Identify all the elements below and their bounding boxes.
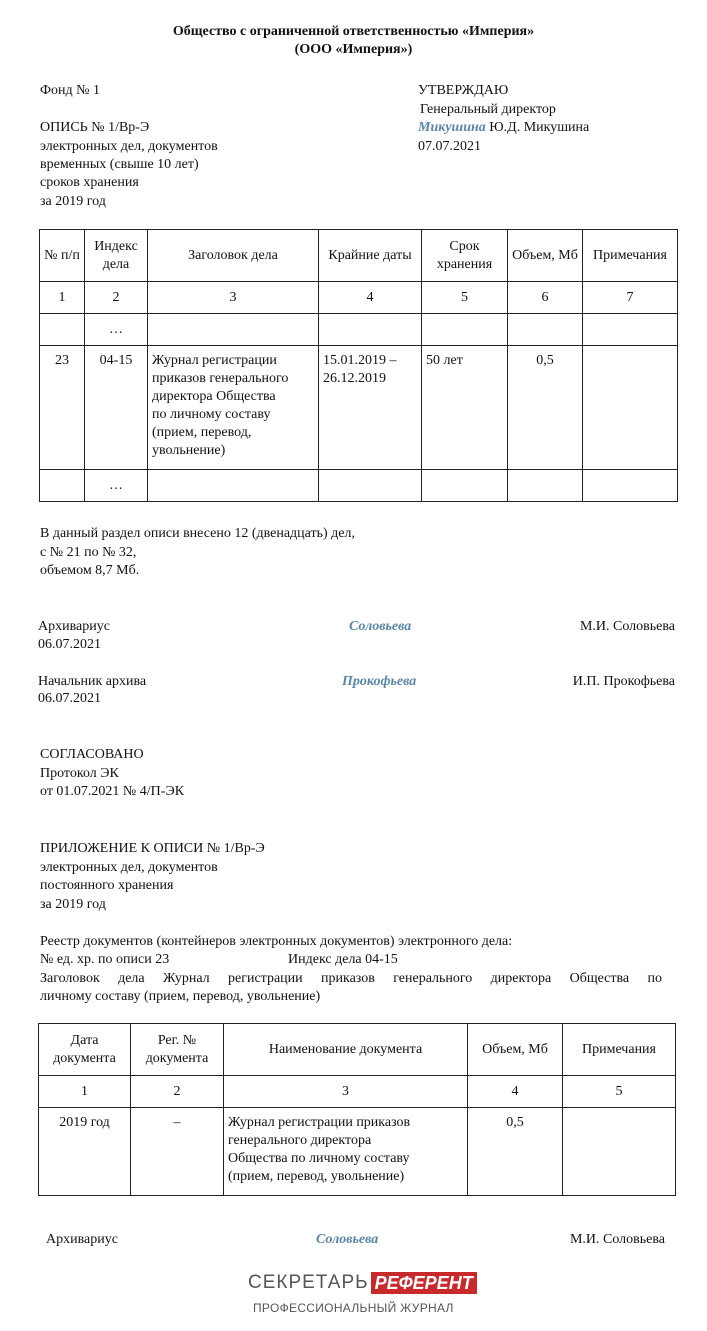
ellipsis-row [40, 314, 678, 346]
case-heading-line-2: личному составу (прием, перевод, увольнение) [40, 989, 321, 1004]
ellipsis: … [85, 314, 148, 346]
summary-line-2: с № 21 по № 32, [40, 545, 137, 560]
inventory-title: ОПИСЬ № 1/Вр-Э [40, 120, 150, 135]
col-header: Наименование документа [224, 1024, 468, 1076]
inventory-desc-2: временных (свыше 10 лет) [40, 157, 199, 172]
col-number: 2 [85, 282, 148, 314]
table-header-row [39, 1024, 676, 1076]
org-short-name: (ООО «Империя») [294, 42, 413, 57]
ellipsis: … [85, 470, 148, 502]
row-volume: 0,5 [508, 346, 583, 470]
appendix-desc-2: постоянного хранения [40, 878, 174, 893]
col-header: Крайние даты [319, 230, 422, 282]
col-header: Рег. № документа [131, 1024, 224, 1076]
appendix-year: за 2019 год [40, 897, 106, 912]
col-header: Срок хранения [422, 230, 508, 282]
org-name: Общество с ограниченной ответственностью «Империя» [172, 24, 535, 39]
col-number: 3 [148, 282, 319, 314]
inventory-year: за 2019 год [40, 194, 106, 209]
approval-signature-line [418, 119, 589, 137]
registry-label: Реестр документов (контейнеров электронных документов) электронного дела: [40, 934, 513, 949]
table-row [39, 1108, 676, 1196]
footer-archivist-name: М.И. Соловьева [569, 1232, 665, 1247]
col-header: Примечания [563, 1024, 676, 1076]
doc-reg-number: – [131, 1108, 224, 1196]
head-signature: Прокофьева [342, 674, 417, 689]
approval-position: Генеральный директор [420, 102, 556, 117]
summary-line-3: объемом 8,7 Мб. [40, 563, 140, 578]
doc-date: 2019 год [39, 1108, 131, 1196]
col-number: 1 [39, 1076, 131, 1108]
row-dates: 15.01.2019 – 26.12.2019 [319, 346, 422, 470]
agreed-line-1: Протокол ЭК [40, 766, 119, 781]
col-number: 5 [422, 282, 508, 314]
registry-table [38, 1023, 676, 1196]
agreed-title: СОГЛАСОВАНО [40, 747, 144, 762]
inventory-table [39, 229, 678, 502]
head-position: Начальник архива [38, 674, 147, 689]
col-number: 1 [40, 282, 85, 314]
inventory-desc-3: сроков хранения [40, 175, 139, 190]
col-header: Дата документа [39, 1024, 131, 1076]
col-header: Объем, Мб [508, 230, 583, 282]
col-number: 2 [131, 1076, 224, 1108]
agreed-line-2: от 01.07.2021 № 4/П-ЭК [40, 784, 185, 799]
appendix-desc-1: электронных дел, документов [40, 860, 218, 875]
row-index: 04-15 [85, 346, 148, 470]
row-term: 50 лет [422, 346, 508, 470]
table-header-row [40, 230, 678, 282]
col-header: Заголовок дела [148, 230, 319, 282]
logo-part-2: РЕФЕРЕНТ [371, 1272, 477, 1294]
ellipsis-row [40, 470, 678, 502]
inventory-desc-1: электронных дел, документов [40, 139, 218, 154]
col-number: 6 [508, 282, 583, 314]
logo-subtitle: ПРОФЕССИОНАЛЬНЫЙ ЖУРНАЛ [253, 1301, 454, 1315]
head-name: И.П. Прокофьева [572, 674, 675, 689]
archivist-position: Архивариус [38, 619, 110, 634]
col-number: 3 [224, 1076, 468, 1108]
doc-name: Журнал регистрации приказов генерального директора Общества по личному составу (прием, перевод, увольнение) [224, 1108, 468, 1196]
row-title: Журнал регистрации приказов генерального директора Общества по личному составу (прием, перевод, увольнение) [148, 346, 319, 470]
case-heading-line-1: Заголовок дела Журнал регистрации приказов генерального директора Общества по [40, 971, 662, 986]
col-number: 7 [583, 282, 678, 314]
item-index: Индекс дела 04-15 [288, 952, 398, 967]
archivist-name: М.И. Соловьева [579, 619, 675, 634]
col-number: 4 [319, 282, 422, 314]
col-number: 5 [563, 1076, 676, 1108]
col-header: Примечания [583, 230, 678, 282]
table-row [40, 346, 678, 470]
item-number: № ед. хр. по описи 23 [40, 952, 170, 967]
footer-archivist-signature: Соловьева [316, 1232, 379, 1247]
archivist-date: 06.07.2021 [38, 637, 101, 652]
row-note [583, 346, 678, 470]
column-number-row [40, 282, 678, 314]
fond-label: Фонд № 1 [40, 83, 101, 98]
magazine-logo [248, 1272, 477, 1315]
archivist-signature: Соловьева [349, 619, 412, 634]
approval-date: 07.07.2021 [418, 139, 481, 154]
summary-line-1: В данный раздел описи внесено 12 (двенадцать) дел, [40, 526, 356, 541]
director-signature: Микушина [418, 120, 486, 135]
footer-archivist-position: Архивариус [46, 1232, 118, 1247]
col-header: Объем, Мб [468, 1024, 563, 1076]
column-number-row [39, 1076, 676, 1108]
director-name: Ю.Д. Микушина [489, 120, 590, 135]
col-number: 4 [468, 1076, 563, 1108]
logo-part-1: СЕКРЕТАРЬ [248, 1272, 369, 1293]
doc-volume: 0,5 [468, 1108, 563, 1196]
col-header: № п/п [40, 230, 85, 282]
col-header: Индекс дела [85, 230, 148, 282]
appendix-title: ПРИЛОЖЕНИЕ К ОПИСИ № 1/Вр-Э [40, 841, 265, 856]
doc-note [563, 1108, 676, 1196]
approval-title: УТВЕРЖДАЮ [418, 83, 509, 98]
head-date: 06.07.2021 [38, 691, 101, 706]
row-number: 23 [40, 346, 85, 470]
